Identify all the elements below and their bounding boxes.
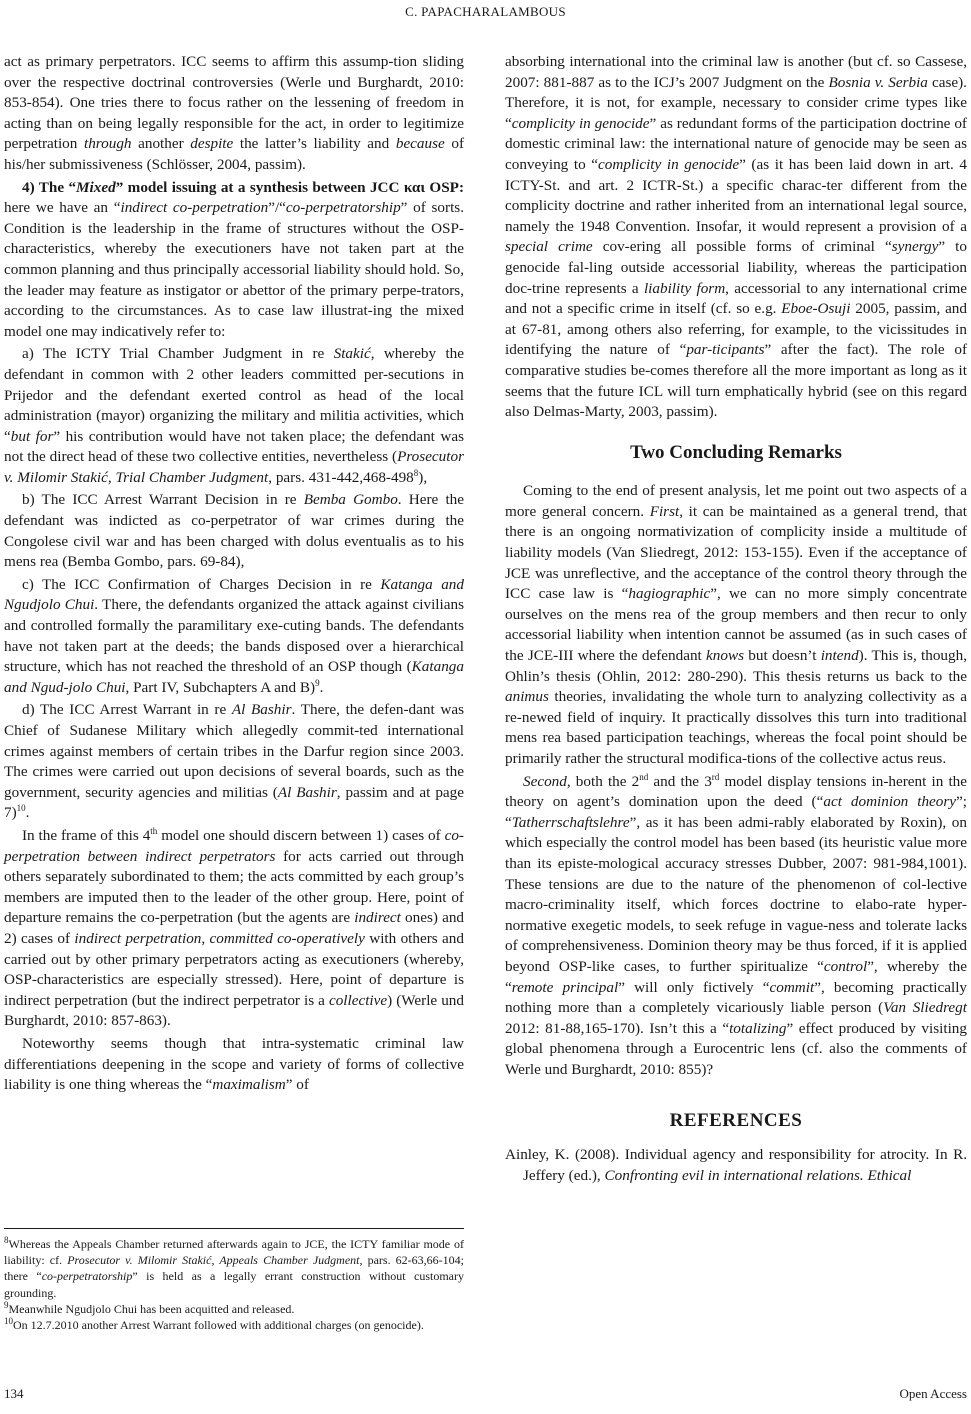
paragraph-first-remark: Coming to the end of present analysis, let me point out two aspects of a more general concern. First, it can be maintained as a general trend, that there is an ongoing normativization of complicity inside a multitude of liability models (Van Sliedregt, 2012: 153-155). Even if the acceptance of JCE was unreflective, and the acceptance of the control theory through the ICC case law is “hagiographic”, we can no more simply concentrate ourselves on the mens rea of the group members and then recur to only accessorial liability when intention cannot be assumed (as in such cases of the JCE-III where the defendant knows but doesn’t intend). This is, though, Ohlin’s thesis (Ohlin, 2012: 280-290). This thesis returns us back to the animus theories, invalidating the whole turn to analyzing collectivity as a re-newed field of inquiry. It practically dissolves this turn into traditional mens rea based participation teachings, whereas the focal point should be primarily rather the structural modifica-tions of the collective actus reus. xyxy=(505,482,968,767)
publisher-label: Open Access xyxy=(899,1386,967,1401)
paragraph-case-c: c) The ICC Confirmation of Charges Decision in re Katanga and Ngudjolo Chui. There, the defendants organized the attack against civilians and controlled formally the paramilitary exe-cuting bands. The defendants have not taken part at the deeds; the bands disposed over a hierarchical structure, which has not reached the threshold of an OSP though (Katanga and Ngud-jolo Chui, Part IV, Subchapters A and B)$^9$. xyxy=(4,575,464,696)
paragraph-case-a: a) The ICTY Trial Chamber Judgment in re Stakić, whereby the defendant in common with 2 other leaders committed per-secutions in Prijedor and the defendant exerted control as head of the local administration (mayor) organizing the military and militia activities, which “but for” his contribution would have not taken place; the defendant was not the direct head of these two collective entities, nevertheless (Prosecutor v. Milomir Stakić, Trial Chamber Judgment, pars. $431-442,468-498^8$), xyxy=(4,345,464,486)
left-column xyxy=(4,52,464,1096)
paragraph-fourth-model: In the frame of this 4th model one should discern between 1) cases of co-perpetration between indirect perpetrators for acts carried out through others separately subordinated to them; the acts committed by each group’s members are imputed then to the leader of the other group. Here, point of departure remains the co-perpetration (but the agents are indirect ones) and 2) cases of indirect perpetration, committed co-operatively with others and carried out by other primary perpetrators acting as executioners (whereby, OSP-characteristics are especially stressed). Here, point of departure is indirect perpetration (but the indirect perpetrator is a collective) (Werle und Burghardt, 2010: 857-863). xyxy=(4,825,465,1030)
reference-item: Ainley, K. (2008). Individual agency and responsibility for atrocity. In R. Jeffery (ed.), Confronting evil in international relations. Ethical xyxy=(505,1146,967,1184)
page-number: 134 xyxy=(4,1386,24,1401)
paragraph-mixed-model: 4) The “Mixed” model issuing at a synthesis between JCC και OSP: here we have an “indirect co-perpetration”/“co-perpetratorship” of sorts. Condition is the leadership in the frame of structures without the OSP-characteristics, whereby the executioners have not taken part at the common planning and thus principally accessorial liability should hold. So, the leader may feature as instigator or abettor of the primary perpe-trators, according to the circumstances. As to case law illustrat-ing the mixed model one may indicatively refer to: xyxy=(4,178,464,340)
paragraph-case-b: b) The ICC Arrest Warrant Decision in re Bemba Gombo. Here the defendant was indicted as co-perpetrator of war crimes during the Congolese civil war and has been charged with dolus eventualis as to his mens rea (Bemba Gombo, pars. 69-84), xyxy=(4,491,465,571)
running-head: C. PAPACHARALAMBOUS xyxy=(405,4,566,19)
paragraph-second-remark: Second, both the 2nd and the 3rd model display tensions in-herent in the theory on agent’s domination upon the deed (“act dominion theory”; “Tatherrschaftslehre”, as it has been admi-rably elaborated by Roxin), on which especially the control model has been based (its heuristic value more than its episte-mological accuracy stresses Dubber, 2007: 981-984,1001). These tensions are due to the nature of the phenomenon of col-lective macro-criminality itself, which forces doctrine to elabo-rate hyper-normative exegetic models, to seek refuge in vague-ness and tolerate lacks of comprehensiveness. Dominion theory may be thus forced, if it is applied beyond OSP-like cases, to further spiritualize “control”, whereby the “remote principal” will only fictively “commit”, becoming practically nothing more than a completely vicariously liable person (Van Sliedregt 2012: 81-88,165-170). Isn’t this a “totalizing” effect produced by visiting global phenomena through a Eurocentric lens (cf. also the comments of Werle und Burghardt, 2010: 855)? xyxy=(505,771,968,1078)
paragraph: act as primary perpetrators. ICC seems to affirm this assump-tion sliding over the respective doctrinal controversies (Werle und Burghardt, 2010: 853-854). One tries there to focus rather on the lessening of freedom in acting than on being legally responsible for the act, in order to legitimize perpetration through another despite the latter’s liability and because of his/her submissiveness (Schlösser, 2004, passim). xyxy=(4,53,465,173)
paragraph: absorbing international into the criminal law is another (but cf. so Cassese, 2007: 881-887 as to the ICJ’s 2007 Judgment on the Bosnia v. Serbia case). Therefore, it is not, for example, necessary to consider crime types like “complicity in genocide” as redundant forms of the participation doctrine of domestic criminal law: the international nature of genocide may be seen as conveying to “complicity in genocide” (as it has been laid down in art. 4 ICTY-St. and art. 2 ICTR-St.) a specific charac-ter different from the complicity doctrine and rather inherited from an international legal source, namely the 1948 Convention. Insofar, it would represent a provision of a special crime cov-ering all possible forms of criminal “synergy” to genocide fal-ling outside accessorial liability, whereas the participation doc-trine represents a liability form, accessorial to any international crime and not a specific crime in itself (cf. so e.g. Eboe-Osuji 2005, passim, and at 67-81, among others also referring, for example, to the vicissitudes in identifying the nature of “par-ticipants” after the fact). The role of comparative studies be-comes therefore all the more important as long as it seems that the future ICL will turn emphatically hybrid (see on this regard also Delmas-Marty, 2003, passim). xyxy=(505,53,968,421)
footnote-separator xyxy=(4,1228,464,1229)
footnote-ref: 9 xyxy=(315,677,320,688)
footnote-ref: 8 xyxy=(413,467,419,478)
footnote-9: $^9$Meanwhile Ngudjolo Chui has been acquitted and released. xyxy=(4,1299,295,1316)
footnotes xyxy=(4,1236,464,1333)
paragraph-noteworthy: Noteworthy seems though that intra-systematic criminal law differentiations deepening in the scope and variety of forms of collective liability is one thing whereas the “maximalism” of xyxy=(4,1034,464,1094)
footnote-8: $^8$Whereas the Appeals Chamber returned afterwards again to JCE, the ICTY familiar mode of liability: cf. Prosecutor v. Milomir Stakić, Appeals Chamber Judgment, pars. 62-63,66-104; there “co-perpetratorship” is held as a legally errant construction without customary grounding. xyxy=(4,1235,465,1300)
paragraph-case-d: d) The ICC Arrest Warrant in re Al Bashir. There, the defen-dant was Chief of Sudanese Military which allegedly commit-ted international crimes against members of certain tribes in the Darfur region since 2003. The crimes were carried out upon decisions of several boards, such as the government, security agencies and militias (Al Bashir, passim and at page 7)$^{10}$. xyxy=(4,701,464,822)
references-title: REFERENCES xyxy=(669,1109,803,1131)
right-column xyxy=(505,52,967,1186)
footnote-ref: 10 xyxy=(16,803,26,814)
footnote-10: $^{10}$On 12.7.2010 another Arrest Warrant followed with additional charges (on genocide). xyxy=(4,1316,424,1333)
section-title: Two Concluding Remarks xyxy=(630,441,842,463)
